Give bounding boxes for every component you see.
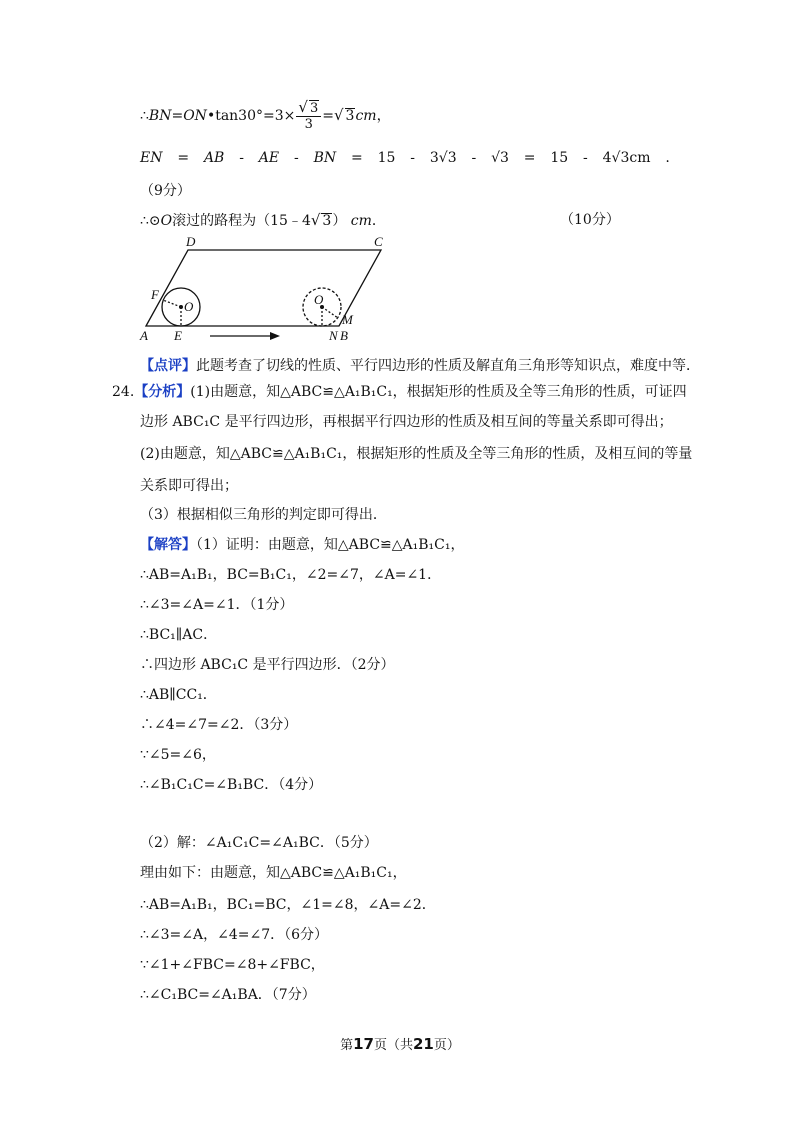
label-m: M <box>342 312 353 327</box>
label-o1: O <box>314 292 324 307</box>
label-a: A <box>140 328 148 343</box>
bn-equation: ∴BN=ON•tan30°=3× $\frac{√ 3}{3}$ =√ 3cm， <box>140 98 391 132</box>
answer-line-7: ∴∠4=∠7=∠2．（3分） <box>140 717 298 733</box>
radius-om <box>322 307 338 318</box>
analysis-tag: 【分析】 <box>134 384 191 400</box>
answer-line-4: ∴BC₁∥AC． <box>140 627 218 643</box>
part2-line-6: ∴∠C₁BC=∠A₁BA．（7分） <box>140 987 316 1003</box>
question-number: 24. <box>112 384 135 400</box>
label-b: B <box>340 328 348 343</box>
analysis-line-5: （3）根据相似三角形的判定即可得出． <box>140 507 387 523</box>
part2-line-4: ∴∠3=∠A，∠4=∠7．（6分） <box>140 927 329 943</box>
part2-line-5: ∵∠1+∠FBC=∠8+∠FBC， <box>140 957 325 973</box>
page-number: 17 <box>353 1035 374 1053</box>
direction-arrow-head <box>270 332 280 340</box>
fraction-sqrt3-over-3: $\frac{√ 3}{3}$ <box>296 100 321 132</box>
answer-line-2: ∴AB=A₁B₁，BC=B₁C₁，∠2=∠7，∠A=∠1． <box>140 567 442 583</box>
score-10: （10分） <box>560 212 620 228</box>
comment-tag: 【点评】 <box>140 358 196 374</box>
analysis-line-2: 边形 ABC₁C 是平行四边形，再根据平行四边形的性质及相互间的等量关系即可得出； <box>140 414 673 430</box>
label-d: D <box>186 234 196 249</box>
answer-tag: 【解答】 <box>140 537 196 553</box>
label-n: N <box>329 328 338 343</box>
parallelogram-figure <box>138 232 398 344</box>
label-c: C <box>374 234 383 249</box>
en-equation: EN = AB - AE - BN = 15 - 3√3 - √3 = 15 - 4√3cm . <box>140 150 670 166</box>
path-length-line: ∴⊙O滚过的路程为（15﹣4√ 3） cm． （10分） <box>140 211 620 229</box>
answer-line-6: ∴AB∥CC₁． <box>140 687 217 703</box>
analysis-line-3: (2)由题意，知△ABC≌△A₁B₁C₁，根据矩形的性质及全等三角形的性质，及相互间的等量 <box>140 446 693 462</box>
label-o: O <box>184 299 194 314</box>
part2-line-3: ∴AB=A₁B₁，BC₁=BC，∠1=∠8，∠A=∠2． <box>140 897 436 913</box>
total-pages: 21 <box>413 1035 434 1053</box>
answer-line-3: ∴∠3=∠A=∠1．（1分） <box>140 597 294 613</box>
label-e: E <box>174 328 182 343</box>
part2-line-2: 理由如下：由题意，知△ABC≌△A₁B₁C₁， <box>140 865 407 881</box>
comment-line: 【点评】此题考查了切线的性质、平行四边形的性质及解直角三角形等知识点，难度中等． <box>140 358 700 374</box>
analysis-line-1: 24.【分析】(1)由题意，知△ABC≌△A₁B₁C₁，根据矩形的性质及全等三角形的性质，可证四 <box>112 384 687 400</box>
answer-line-5: ∴四边形 ABC₁C 是平行四边形．（2分） <box>140 657 395 673</box>
part2-line-1: （2）解：∠A₁C₁C=∠A₁BC．（5分） <box>140 835 378 851</box>
page-footer: 第17页（共21页） <box>340 1035 460 1053</box>
analysis-line-4: 关系即可得出； <box>140 478 238 494</box>
label-f: F <box>151 287 159 302</box>
answer-line-1: 【解答】（1）证明：由题意，知△ABC≌△A₁B₁C₁， <box>140 537 465 553</box>
answer-line-9: ∴∠B₁C₁C=∠B₁BC．（4分） <box>140 777 323 793</box>
score-9: （9分） <box>140 183 191 199</box>
radius-of <box>163 300 181 307</box>
answer-line-8: ∵∠5=∠6， <box>140 747 216 763</box>
